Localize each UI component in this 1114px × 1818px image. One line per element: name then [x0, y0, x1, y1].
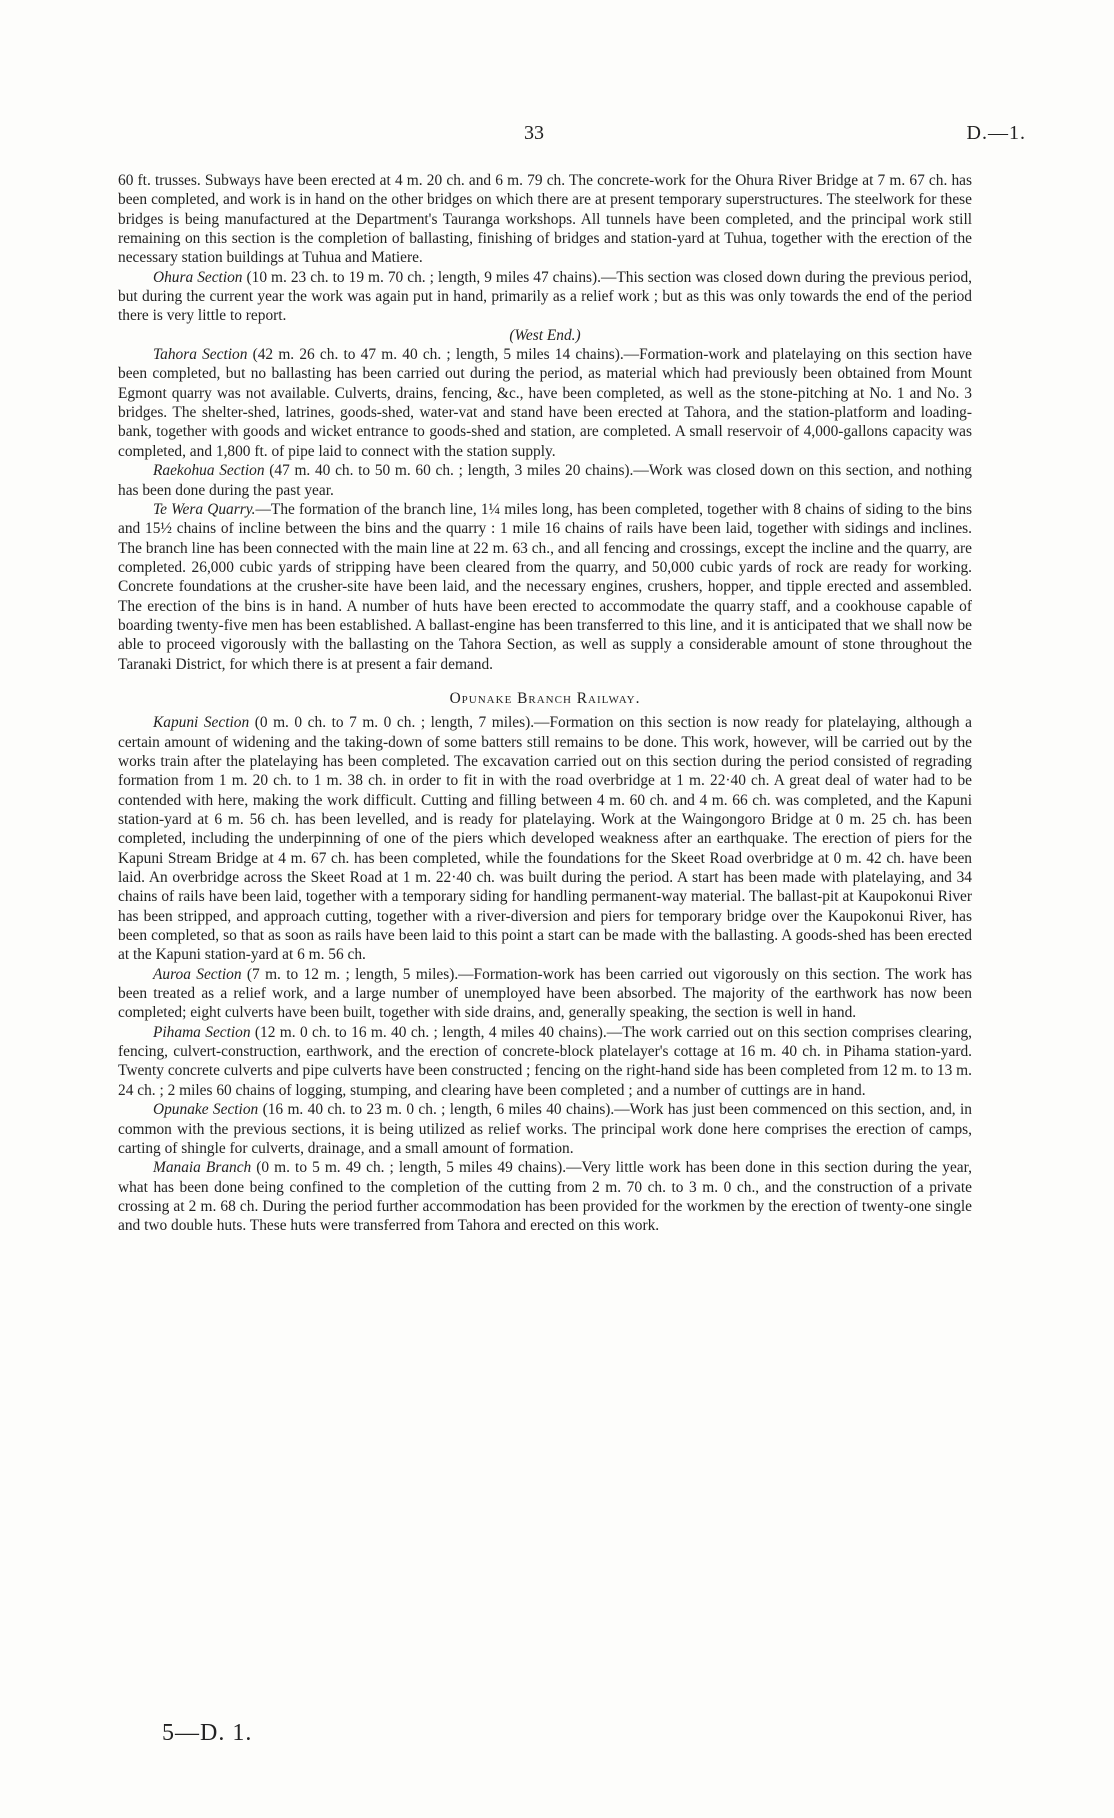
section-text: (47 m. 40 ch. to 50 m. 60 ch. ; length, 3 miles 20 chains).—Work was closed down on this section, and nothing has been done during the past year.	[118, 462, 972, 499]
document-body	[118, 171, 972, 1236]
section-paragraph	[118, 345, 972, 461]
section-name: Raekohua Section	[153, 462, 265, 480]
west-end-heading: (West End.)	[509, 326, 581, 344]
section-list-3	[118, 713, 972, 1235]
section-paragraph	[118, 461, 972, 500]
section-name: Kapuni Section	[153, 714, 250, 732]
section-text: (10 m. 23 ch. to 19 m. 70 ch. ; length, 9 miles 47 chains).—This section was closed down during the previous period, but during the current year the work was again put in hand, primarily as a relief work ; but as this was only towards the end of the period there is very little to report.	[118, 268, 972, 325]
section-paragraph	[118, 500, 972, 674]
section-text: (16 m. 40 ch. to 23 m. 0 ch. ; length, 6 miles 40 chains).—Work has just been commenced on this section, and, in common with the previous sections, it is being utilized as relief works. The principal work done here comprises the erection of camps, carting of shingle for culverts, drainage, and a small amount of formation.	[118, 1101, 972, 1157]
section-text: (12 m. 0 ch. to 16 m. 40 ch. ; length, 4 miles 40 chains).—The work carried out on this section comprises clearing, fencing, culvert-construction, earthwork, and the erection of concrete-block platelayer's cottage at 16 m. 40 ch. in Pihama station-yard. Twenty concrete culverts and pipe culverts have been constructed ; fencing on the right-hand side has been completed from 12 m. to 13 m. 24 ch. ; 2 miles 60 chains of logging, stumping, and clearing have been completed ; and a number of cuttings are in hand.	[118, 1023, 972, 1099]
section-text: (0 m. to 5 m. 49 ch. ; length, 5 miles 49 chains).—Very little work has been done in this section during the year, what has been done being confined to the completion of the cutting from 2 m. 70 ch. to 3 m. 0 ch., and the construction of a private crossing at 2 m. 68 ch. During the period further accommodation has been provided for the workmen by the erection of twenty-one single and two double huts. These huts were transferred from Tahora and erected on this work.	[118, 1159, 972, 1235]
section-name: Ohura Section	[153, 268, 243, 286]
page-number: 33	[524, 122, 544, 144]
section-list-1	[118, 268, 972, 326]
intro-paragraph: 60 ft. trusses. Subways have been erected at 4 m. 20 ch. and 6 m. 79 ch. The concrete-work for the Ohura River Bridge at 7 m. 67 ch. has been completed, and work is in hand on the other bridges on which there are at present temporary superstructures. The steelwork for these bridges is being manufactured at the Department's Tauranga workshops. All tunnels have been completed, and the principal work still remaining on this section is the completion of ballasting, finishing of bridges and station-yard at Tuhua, together with the erection of the necessary station buildings at Tuhua and Matiere.	[118, 172, 972, 267]
section-paragraph	[118, 1158, 972, 1235]
section-paragraph	[118, 965, 972, 1023]
section-name: Pihama Section	[153, 1023, 251, 1041]
opunake-branch-heading: Opunake Branch Railway.	[449, 689, 641, 707]
section-text: —The formation of the branch line, 1¼ miles long, has been completed, together with 8 chains of siding to the bins and 15½ chains of incline between the bins and the quarry : 1 mile 16 chains of rails have been laid, together with sidings and inclines. The branch line has been connected with the main line at 22 m. 63 ch., and all fencing and crossings, except the incline and the quarry, are completed. 26,000 cubic yards of stripping have been cleared from the quarry, and 50,000 cubic yards of rock are ready for working. Concrete foundations at the crusher-site have been laid, and the necessary engines, crushers, hopper, and tipple erected and assembled. The erection of the bins is in hand. A number of huts have been erected to accommodate the quarry staff, and a cookhouse capable of boarding twenty-five men has been established. A ballast-engine has been transferred to this line, and it is anticipated that we shall now be able to proceed vigorously with the ballasting on the Tahora Section, as well as supply a considerable amount of stone throughout the Taranaki District, for which there is at present a fair demand.	[118, 500, 972, 673]
section-paragraph	[118, 1023, 972, 1100]
document-reference: D.—1.	[966, 122, 1026, 144]
section-paragraph	[118, 713, 972, 964]
section-name: Manaia Branch	[153, 1159, 252, 1177]
section-list-2	[118, 345, 972, 674]
page-footer-signature: 5—D. 1.	[162, 1720, 253, 1746]
section-name: Opunake Section	[153, 1101, 259, 1119]
section-text: (42 m. 26 ch. to 47 m. 40 ch. ; length, 5 miles 14 chains).—Formation-work and platelaying on this section have been completed, but no ballasting has been carried out during the period, as material which had previously been obtained from Mount Egmont quarry was not available. Culverts, drains, fencing, &c., have been completed, as well as the stone-pitching at No. 1 and No. 3 bridges. The shelter-shed, latrines, goods-shed, water-vat and stand have been erected at Tahora, and the station-platform and loading-bank, together with goods and wicket entrance to goods-shed and station, are completed. A small reservoir of 4,000-gallons capacity was completed, and 1,800 ft. of pipe laid to connect with the station supply.	[118, 346, 972, 460]
section-paragraph	[118, 1100, 972, 1158]
section-text: (7 m. to 12 m. ; length, 5 miles).—Formation-work has been carried out vigorously on this section. The work has been treated as a relief work, and a large number of unemployed have been absorbed. The majority of the earthwork has now been completed; eight culverts have been built, together with side drains, and, generally speaking, the section is well in hand.	[118, 965, 972, 1022]
section-text: (0 m. 0 ch. to 7 m. 0 ch. ; length, 7 miles).—Formation on this section is now ready for platelaying, although a certain amount of widening and the taking-down of some batters still remains to be done. This work, however, will be carried out by the works train after the platelaying has been completed. The excavation carried out on this section during the period consisted of regrading formation from 1 m. 20 ch. to 1 m. 38 ch. in order to fit in with the road overbridge at 1 m. 22·40 ch. A great deal of water had to be contended with here, making the work difficult. Cutting and filling between 4 m. 60 ch. and 4 m. 66 ch. was completed, and the Kapuni station-yard at 6 m. 56 ch. has been levelled, and is ready for platelaying. Work at the Waingongoro Bridge at 0 m. 25 ch. has been completed, including the underpinning of one of the piers which developed weakness after an earthquake. The erection of piers for the Kapuni Stream Bridge at 4 m. 67 ch. has been completed, while the foundations for the Skeet Road overbridge at 0 m. 42 ch. have been laid. An overbridge across the Skeet Road at 1 m. 22·40 ch. was built during the period. A start has been made with platelaying, and 34 chains of rails have been laid, together with a temporary siding for handling permanent-way material. The ballast-pit at Kaupokonui River has been stripped, and approach cutting, together with a river-diversion and piers for temporary bridge over the Kaupokonui River, has been completed, so that as soon as rails have been laid to this point a start can be made with the ballasting. A goods-shed has been erected at the Kapuni station-yard at 6 m. 56 ch.	[118, 714, 972, 964]
section-name: Te Wera Quarry.	[153, 500, 256, 518]
section-name: Tahora Section	[153, 346, 248, 364]
page-header	[0, 122, 1114, 152]
section-paragraph	[118, 268, 972, 326]
section-name: Auroa Section	[153, 965, 242, 983]
